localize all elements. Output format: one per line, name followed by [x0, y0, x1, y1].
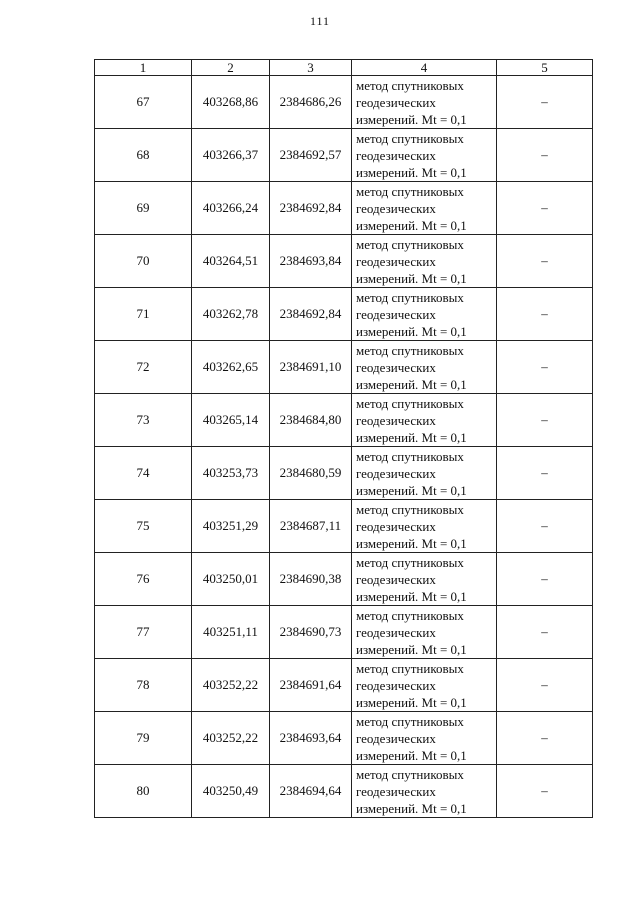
- method-line: измерений. Mt = 0,1: [356, 641, 467, 657]
- note-cell: –: [497, 129, 593, 182]
- coordinate-y-cell: 2384692,57: [270, 129, 352, 182]
- method-line: геодезических: [356, 465, 436, 481]
- table-header-row: [95, 60, 593, 76]
- method-line: метод спутниковых: [356, 448, 464, 464]
- method-cell: [352, 500, 497, 553]
- coordinate-x-cell: 403264,51: [192, 235, 270, 288]
- method-cell: [352, 129, 497, 182]
- table-row: [95, 447, 593, 500]
- method-cell: [352, 182, 497, 235]
- coordinate-x-cell: 403266,24: [192, 182, 270, 235]
- method-cell: [352, 394, 497, 447]
- method-line: метод спутниковых: [356, 713, 464, 729]
- method-line: измерений. Mt = 0,1: [356, 270, 467, 286]
- table-row: [95, 235, 593, 288]
- method-line: геодезических: [356, 783, 436, 799]
- coordinate-x-cell: 403268,86: [192, 76, 270, 129]
- table-row: [95, 182, 593, 235]
- coordinate-y-cell: 2384686,26: [270, 76, 352, 129]
- point-number-cell: 80: [95, 765, 192, 818]
- point-number-cell: 67: [95, 76, 192, 129]
- method-line: метод спутниковых: [356, 289, 464, 305]
- method-line: измерений. Mt = 0,1: [356, 217, 467, 233]
- coordinate-x-cell: 403251,11: [192, 606, 270, 659]
- coordinate-y-cell: 2384690,38: [270, 553, 352, 606]
- note-cell: –: [497, 341, 593, 394]
- column-header-2: 2: [192, 60, 270, 76]
- point-number-cell: 73: [95, 394, 192, 447]
- method-line: измерений. Mt = 0,1: [356, 376, 467, 392]
- note-cell: –: [497, 659, 593, 712]
- coordinate-y-cell: 2384684,80: [270, 394, 352, 447]
- table-row: [95, 76, 593, 129]
- method-line: метод спутниковых: [356, 77, 464, 93]
- method-cell: [352, 76, 497, 129]
- coordinate-y-cell: 2384693,64: [270, 712, 352, 765]
- method-line: измерений. Mt = 0,1: [356, 588, 467, 604]
- coordinate-x-cell: 403265,14: [192, 394, 270, 447]
- page-number: 111: [309, 14, 331, 28]
- point-number-cell: 74: [95, 447, 192, 500]
- method-line: измерений. Mt = 0,1: [356, 164, 467, 180]
- point-number-cell: 79: [95, 712, 192, 765]
- method-line: геодезических: [356, 306, 436, 322]
- method-line: метод спутниковых: [356, 395, 464, 411]
- method-line: геодезических: [356, 730, 436, 746]
- note-cell: –: [497, 76, 593, 129]
- method-line: геодезических: [356, 571, 436, 587]
- method-line: геодезических: [356, 677, 436, 693]
- method-line: измерений. Mt = 0,1: [356, 535, 467, 551]
- point-number-cell: 71: [95, 288, 192, 341]
- table-row: [95, 341, 593, 394]
- method-line: измерений. Mt = 0,1: [356, 482, 467, 498]
- coordinate-y-cell: 2384692,84: [270, 288, 352, 341]
- table-row: [95, 288, 593, 341]
- coordinate-x-cell: 403252,22: [192, 712, 270, 765]
- coordinates-table: [94, 59, 593, 818]
- column-header-1: 1: [95, 60, 192, 76]
- column-header-3: 3: [270, 60, 352, 76]
- coordinate-x-cell: 403250,49: [192, 765, 270, 818]
- method-line: метод спутниковых: [356, 501, 464, 517]
- point-number-cell: 76: [95, 553, 192, 606]
- method-cell: [352, 553, 497, 606]
- method-line: геодезических: [356, 412, 436, 428]
- coordinate-x-cell: 403250,01: [192, 553, 270, 606]
- method-line: геодезических: [356, 518, 436, 534]
- note-cell: –: [497, 606, 593, 659]
- coordinate-y-cell: 2384693,84: [270, 235, 352, 288]
- point-number-cell: 70: [95, 235, 192, 288]
- coordinate-y-cell: 2384694,64: [270, 765, 352, 818]
- coordinate-y-cell: 2384690,73: [270, 606, 352, 659]
- point-number-cell: 69: [95, 182, 192, 235]
- coordinate-x-cell: 403262,65: [192, 341, 270, 394]
- table-row: [95, 129, 593, 182]
- table-row: [95, 500, 593, 553]
- coordinate-x-cell: 403262,78: [192, 288, 270, 341]
- point-number-cell: 75: [95, 500, 192, 553]
- method-cell: [352, 447, 497, 500]
- method-line: метод спутниковых: [356, 554, 464, 570]
- coordinate-y-cell: 2384680,59: [270, 447, 352, 500]
- method-line: метод спутниковых: [356, 342, 464, 358]
- note-cell: –: [497, 288, 593, 341]
- table-row: [95, 606, 593, 659]
- note-cell: –: [497, 235, 593, 288]
- method-line: геодезических: [356, 94, 436, 110]
- method-cell: [352, 765, 497, 818]
- method-line: измерений. Mt = 0,1: [356, 800, 467, 816]
- coordinate-x-cell: 403251,29: [192, 500, 270, 553]
- method-cell: [352, 659, 497, 712]
- coordinate-x-cell: 403252,22: [192, 659, 270, 712]
- point-number-cell: 68: [95, 129, 192, 182]
- note-cell: –: [497, 765, 593, 818]
- table-row: [95, 394, 593, 447]
- method-line: метод спутниковых: [356, 183, 464, 199]
- coordinate-x-cell: 403266,37: [192, 129, 270, 182]
- table-row: [95, 712, 593, 765]
- table-row: [95, 765, 593, 818]
- column-header-5: 5: [497, 60, 593, 76]
- method-cell: [352, 341, 497, 394]
- point-number-cell: 77: [95, 606, 192, 659]
- method-line: геодезических: [356, 253, 436, 269]
- table-row: [95, 659, 593, 712]
- point-number-cell: 72: [95, 341, 192, 394]
- method-line: метод спутниковых: [356, 766, 464, 782]
- coordinate-x-cell: 403253,73: [192, 447, 270, 500]
- method-line: метод спутниковых: [356, 236, 464, 252]
- coordinate-y-cell: 2384687,11: [270, 500, 352, 553]
- method-line: метод спутниковых: [356, 130, 464, 146]
- coordinate-y-cell: 2384691,10: [270, 341, 352, 394]
- method-line: измерений. Mt = 0,1: [356, 323, 467, 339]
- method-line: измерений. Mt = 0,1: [356, 747, 467, 763]
- table-row: [95, 553, 593, 606]
- table-body: [95, 76, 593, 818]
- method-line: метод спутниковых: [356, 607, 464, 623]
- method-line: метод спутниковых: [356, 660, 464, 676]
- note-cell: –: [497, 447, 593, 500]
- method-line: измерений. Mt = 0,1: [356, 694, 467, 710]
- note-cell: –: [497, 712, 593, 765]
- note-cell: –: [497, 394, 593, 447]
- coordinate-y-cell: 2384692,84: [270, 182, 352, 235]
- method-line: измерений. Mt = 0,1: [356, 111, 467, 127]
- note-cell: –: [497, 553, 593, 606]
- method-line: геодезических: [356, 147, 436, 163]
- method-line: геодезических: [356, 624, 436, 640]
- note-cell: –: [497, 500, 593, 553]
- method-line: геодезических: [356, 200, 436, 216]
- coordinate-y-cell: 2384691,64: [270, 659, 352, 712]
- method-cell: [352, 606, 497, 659]
- note-cell: –: [497, 182, 593, 235]
- method-line: измерений. Mt = 0,1: [356, 429, 467, 445]
- point-number-cell: 78: [95, 659, 192, 712]
- column-header-4: 4: [352, 60, 497, 76]
- method-cell: [352, 235, 497, 288]
- method-cell: [352, 712, 497, 765]
- method-line: геодезических: [356, 359, 436, 375]
- method-cell: [352, 288, 497, 341]
